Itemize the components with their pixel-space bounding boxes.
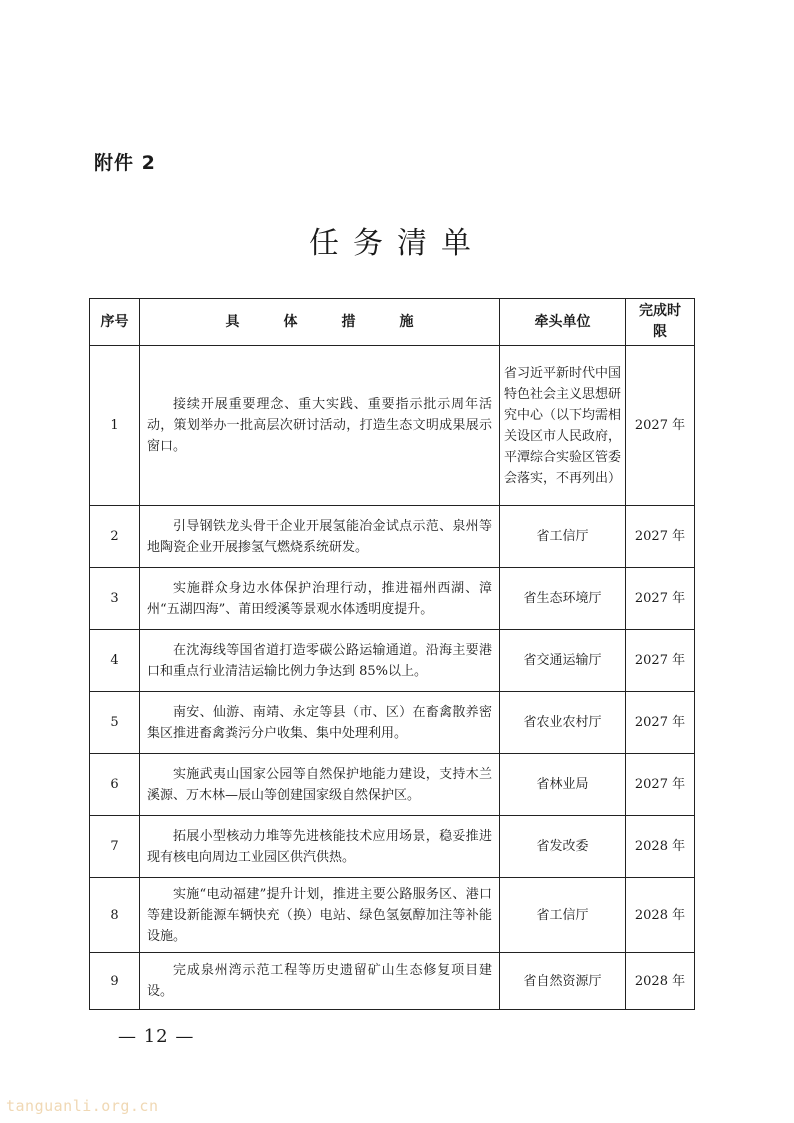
row-deadline: 2027 年 xyxy=(626,506,695,568)
row-measure xyxy=(140,692,500,754)
row-lead-unit: 省工信厅 xyxy=(500,878,626,953)
row-measure xyxy=(140,506,500,568)
header-lead-unit: 牵头单位 xyxy=(500,299,626,346)
row-measure xyxy=(140,953,500,1010)
row-deadline: 2028 年 xyxy=(626,816,695,878)
row-deadline: 2027 年 xyxy=(626,568,695,630)
table-row xyxy=(90,692,695,754)
row-measure xyxy=(140,568,500,630)
page-number: — 12 — xyxy=(118,1026,195,1047)
header-measures-label: 具体措施 xyxy=(225,313,458,330)
row-lead-unit: 省生态环境厅 xyxy=(500,568,626,630)
row-measure xyxy=(140,630,500,692)
table-row xyxy=(90,754,695,816)
header-no: 序号 xyxy=(90,299,140,346)
page-title: 任务清单 xyxy=(309,226,485,261)
row-measure-text: 引导钢铁龙头骨干企业开展氢能冶金试点示范、泉州等地陶瓷企业开展掺氢气燃烧系统研发。 xyxy=(147,518,492,555)
row-measure-text: 南安、仙游、南靖、永定等县（市、区）在畜禽散养密集区推进畜禽粪污分户收集、集中处理利用。 xyxy=(147,704,492,741)
row-measure-text: 实施群众身边水体保护治理行动，推进福州西湖、漳州“五湖四海”、莆田绶溪等景观水体透明度提升。 xyxy=(147,580,492,617)
task-list-table xyxy=(89,298,695,1010)
table-row xyxy=(90,506,695,568)
table-row xyxy=(90,878,695,953)
row-measure-text: 实施“电动福建”提升计划，推进主要公路服务区、港口等建设新能源车辆快充（换）电站、绿色氢氨醇加注等补能设施。 xyxy=(147,886,492,944)
row-no: 5 xyxy=(90,692,140,754)
row-no: 7 xyxy=(90,816,140,878)
row-lead-unit: 省习近平新时代中国特色社会主义思想研究中心（以下均需相关设区市人民政府，平潭综合实验区管委会落实，不再列出） xyxy=(500,346,626,506)
row-no: 6 xyxy=(90,754,140,816)
table-row xyxy=(90,346,695,506)
row-no: 9 xyxy=(90,953,140,1010)
row-measure xyxy=(140,878,500,953)
row-deadline: 2027 年 xyxy=(626,692,695,754)
attachment-label: 附件 2 xyxy=(94,152,156,174)
row-lead-unit: 省农业农村厅 xyxy=(500,692,626,754)
header-deadline: 完成时限 xyxy=(626,299,695,346)
row-deadline: 2027 年 xyxy=(626,754,695,816)
row-measure xyxy=(140,754,500,816)
row-measure-text: 拓展小型核动力堆等先进核能技术应用场景，稳妥推进现有核电向周边工业园区供汽供热。 xyxy=(147,828,492,865)
row-lead-unit: 省交通运输厅 xyxy=(500,630,626,692)
watermark-text: tanguanli.org.cn xyxy=(6,1097,159,1115)
row-lead-unit: 省发改委 xyxy=(500,816,626,878)
row-deadline: 2028 年 xyxy=(626,953,695,1010)
row-no: 3 xyxy=(90,568,140,630)
row-measure-text: 在沈海线等国省道打造零碳公路运输通道。沿海主要港口和重点行业清洁运输比例力争达到 85%以上。 xyxy=(147,642,492,679)
row-measure-text: 接续开展重要理念、重大实践、重要指示批示周年活动，策划举办一批高层次研讨活动，打造生态文明成果展示窗口。 xyxy=(147,397,492,454)
row-deadline: 2027 年 xyxy=(626,346,695,506)
row-measure xyxy=(140,346,500,506)
row-deadline: 2027 年 xyxy=(626,630,695,692)
table-row xyxy=(90,630,695,692)
row-no: 1 xyxy=(90,346,140,506)
row-lead-unit: 省林业局 xyxy=(500,754,626,816)
row-lead-unit: 省自然资源厅 xyxy=(500,953,626,1010)
table-row xyxy=(90,953,695,1010)
row-no: 4 xyxy=(90,630,140,692)
row-lead-unit: 省工信厅 xyxy=(500,506,626,568)
row-no: 2 xyxy=(90,506,140,568)
row-measure-text: 实施武夷山国家公园等自然保护地能力建设，支持木兰溪源、万木林—辰山等创建国家级自然保护区。 xyxy=(147,766,492,803)
row-measure-text: 完成泉州湾示范工程等历史遗留矿山生态修复项目建设。 xyxy=(147,963,492,999)
row-measure xyxy=(140,816,500,878)
table-row xyxy=(90,568,695,630)
table-header-row xyxy=(90,299,695,346)
row-no: 8 xyxy=(90,878,140,953)
header-measures xyxy=(140,299,500,346)
table-row xyxy=(90,816,695,878)
row-deadline: 2028 年 xyxy=(626,878,695,953)
